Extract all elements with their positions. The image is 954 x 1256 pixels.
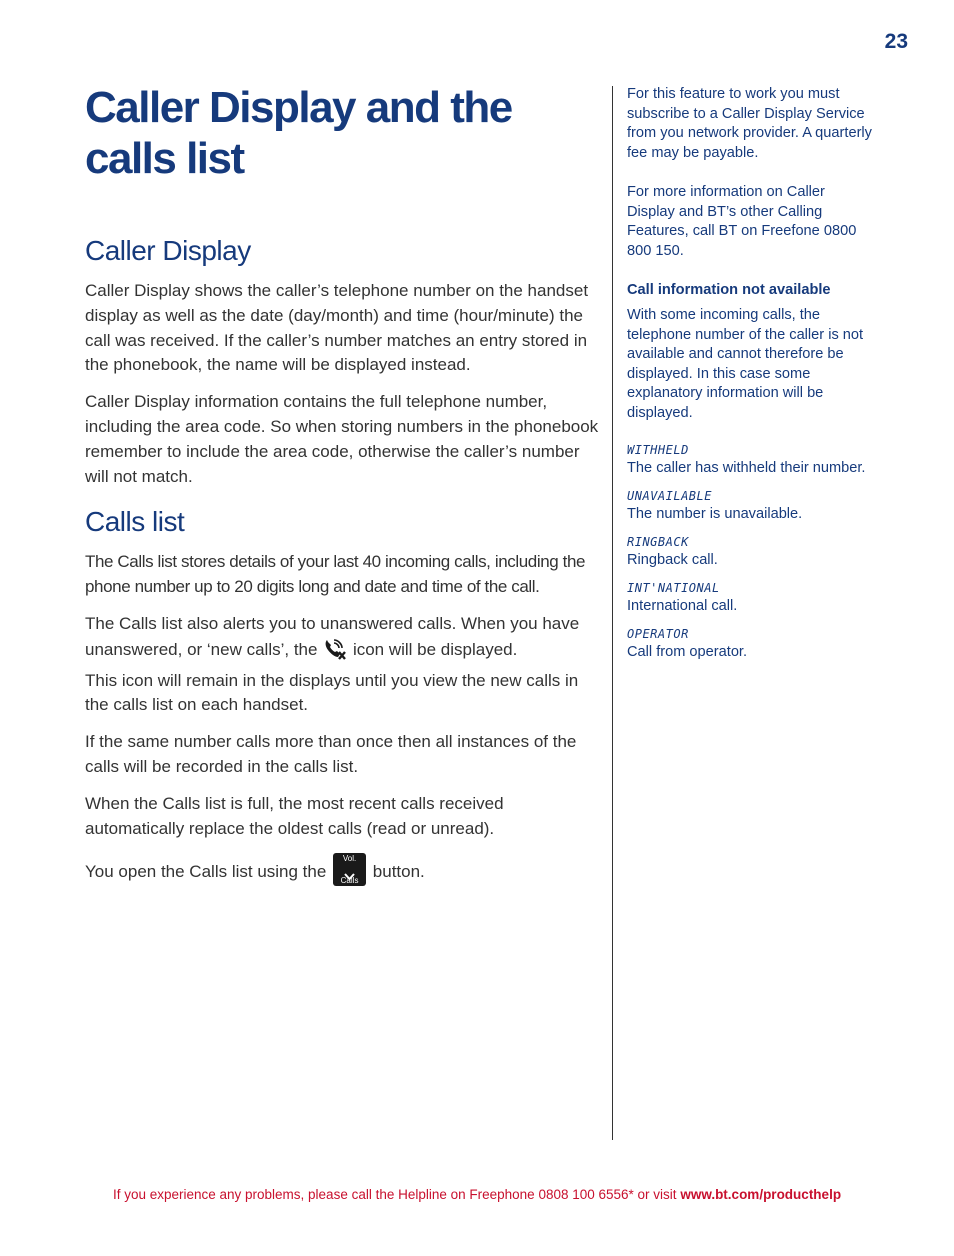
page-title: Caller Display and the calls list — [85, 83, 512, 183]
lcd-description: The number is unavailable. — [627, 506, 803, 522]
calls-button-label: Calls — [340, 876, 359, 886]
lcd-entry-unavailable — [627, 489, 872, 524]
caller-display-heading: Caller Display — [85, 235, 251, 266]
lcd-text: WITHHELD — [627, 443, 689, 457]
helpline-footer — [0, 1187, 954, 1202]
lcd-entry-operator — [627, 627, 872, 662]
lcd-text: UNAVAILABLE — [627, 489, 712, 503]
calls-list-heading: Calls list — [85, 506, 185, 538]
lcd-description: Call from operator. — [627, 644, 748, 660]
vol-calls-button-icon — [333, 853, 366, 886]
lcd-description: International call. — [627, 598, 738, 614]
calls-list-paragraph-2-line2: This icon will remain in the displays until you view the new calls in the calls list on each handset. — [85, 670, 579, 715]
main-column — [85, 82, 605, 898]
calls-list-paragraph-4: When the Calls list is full, the most recent calls received automatically replace the oldest calls (read or unread). — [85, 793, 504, 838]
page-number: 23 — [884, 30, 908, 53]
sidebar-intro: With some incoming calls, the telephone number of the caller is not available and cannot therefore be displayed. In this case some explanatory information will be displayed. — [627, 307, 864, 421]
calls-list-paragraph-2-end: icon will be displayed. — [352, 639, 518, 659]
caller-display-paragraph-1: Caller Display shows the caller’s telephone number on the handset display as well as the date (day/month) and time (hour/minute) the call was received. If the caller’s number matches an entry stored in the phonebook, the name will be displayed instead. — [85, 281, 589, 375]
lcd-entry-international — [627, 581, 872, 616]
calls-list-paragraph-5-start: You open the Calls list using the — [85, 862, 327, 882]
calls-list-paragraph-5-end: button. — [372, 862, 425, 882]
column-divider — [612, 86, 613, 1140]
lcd-description: The caller has withheld their number. — [627, 460, 866, 476]
lcd-entry-withheld — [627, 443, 872, 478]
footer-text: If you experience any problems, please call the Helpline on Freephone 0808 100 6556* or visit — [112, 1187, 677, 1202]
lcd-text: RINGBACK — [627, 535, 689, 549]
sidebar-column — [627, 85, 872, 673]
sidebar-note-more-info: For more information on Caller Display and BT’s other Calling Features, call BT on Freefone 0800 800 150. — [627, 184, 857, 259]
lcd-text: OPERATOR — [627, 627, 689, 641]
lcd-description: Ringback call. — [627, 552, 718, 568]
calls-list-paragraph-2-start: The Calls list also alerts you to unanswered calls. When you have unanswered, or ‘new calls’, the — [85, 613, 580, 659]
calls-list-paragraph-5 — [85, 853, 605, 886]
sidebar-note-subscription: For this feature to work you must subscribe to a Caller Display Service from you network provider. A quarterly fee may be payable. — [627, 86, 872, 161]
lcd-entry-ringback — [627, 535, 872, 570]
vol-button-label: Vol. — [342, 854, 357, 864]
calls-list-paragraph-2 — [85, 612, 605, 718]
footer-link[interactable]: www.bt.com/producthelp — [680, 1187, 842, 1202]
calls-list-paragraph-1: The Calls list stores details of your last 40 incoming calls, including the phone number up to 20 digits long and date and time of the call. — [85, 552, 586, 597]
caller-display-paragraph-2: Caller Display information contains the full telephone number, including the area code. So when storing numbers in the phonebook remember to include the area code, otherwise the caller’s number will not match. — [85, 392, 599, 486]
sidebar-heading: Call information not available — [627, 282, 831, 298]
lcd-text: INT'NATIONAL — [627, 581, 720, 595]
phone-missed-call-icon — [323, 637, 347, 669]
calls-list-paragraph-3: If the same number calls more than once then all instances of the calls will be recorded in the calls list. — [85, 732, 577, 776]
